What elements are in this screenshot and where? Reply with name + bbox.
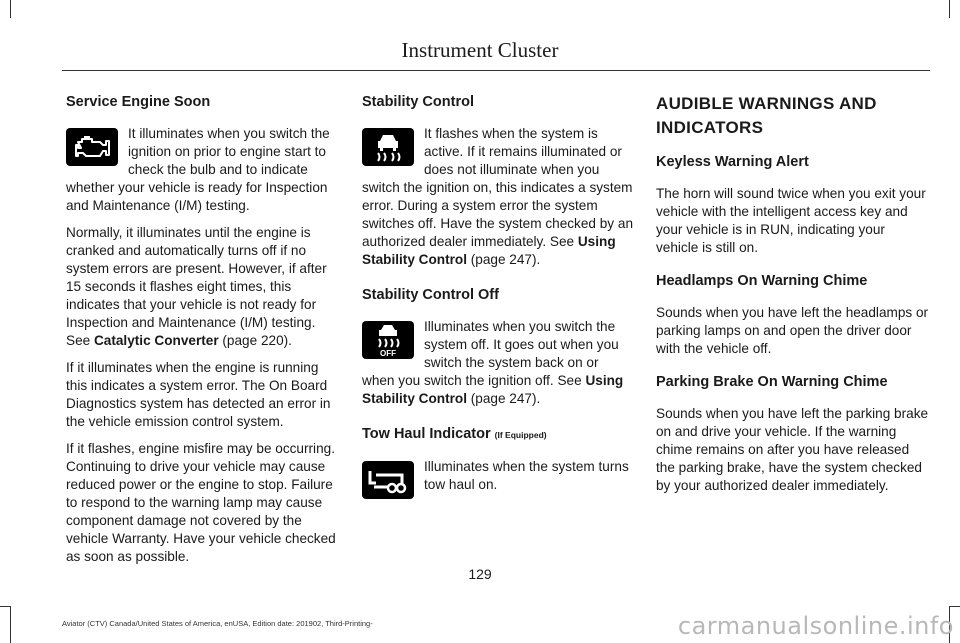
service-engine-p2-page: (page 220). bbox=[218, 333, 292, 348]
service-engine-p3: If it illuminates when the engine is running this indicates a system error. The On Board Diagnostics system has detected an error in the vehicle emission control system. bbox=[66, 360, 331, 429]
stability-control-off-body: Illuminates when you switch the system off. It goes out when you switch the system back on or when you switch the ignition off. See bbox=[362, 319, 619, 388]
page-number: 129 bbox=[468, 566, 492, 582]
tow-haul-heading-note: (If Equipped) bbox=[494, 430, 547, 440]
tow-haul-section bbox=[362, 424, 634, 494]
stability-control-body: It flashes when the system is active. If it remains illuminated or does not illuminate when you switch the ignition on, this indicates a system error. During a system error the system switches off. Have the system checked by an authorized dealer immediately. See bbox=[362, 126, 633, 249]
parking-brake-heading: Parking Brake On Warning Chime bbox=[656, 374, 888, 390]
service-engine-p2 bbox=[66, 224, 336, 350]
page-title: Instrument Cluster bbox=[401, 38, 559, 62]
keyless-heading: Keyless Warning Alert bbox=[656, 154, 809, 170]
crop-mark-bottom-left-v bbox=[10, 606, 11, 643]
tow-haul-text: Illuminates when the system turns tow haul on. bbox=[424, 459, 629, 492]
tow-haul-icon bbox=[362, 461, 414, 499]
stability-control-icon bbox=[362, 128, 414, 166]
stability-control-off-heading: Stability Control Off bbox=[362, 287, 499, 303]
catalytic-converter-link[interactable]: Catalytic Converter bbox=[93, 333, 219, 348]
service-engine-p2-text: Normally, it illuminates until the engine is cranked and automatically turns off if no system errors are present. However, if after 15 seconds it flashes eight times, this indicates that your vehicle is not ready for Inspection and Maintenance (I/M) testing. See bbox=[66, 225, 327, 348]
crop-mark-top-right-v bbox=[949, 0, 950, 18]
crop-mark-bottom-right-h bbox=[949, 606, 960, 607]
crop-mark-top-left-v bbox=[10, 0, 11, 18]
edition-footer: Aviator (CTV) Canada/United States of America, enUSA, Edition date: 201902, Third-Printing- bbox=[62, 619, 373, 628]
off-label: OFF bbox=[380, 349, 396, 357]
column-audible-warnings bbox=[656, 92, 930, 504]
watermark: carmanualsonline.info bbox=[677, 612, 954, 640]
headlamps-text: Sounds when you have left the headlamps or parking lamps on and open the driver door with the vehicle off. bbox=[656, 305, 929, 356]
service-engine-p1: It illuminates when you switch the ignition on prior to engine start to check the bulb and to indicate whether your vehicle is ready for Inspection and Maintenance (I/M) testing. bbox=[66, 126, 330, 213]
tow-haul-heading bbox=[362, 424, 634, 445]
service-engine-p4: If it flashes, engine misfire may be occurring. Continuing to drive your vehicle may cause reduced power or the engine to stop. Failure to respond to the warning lamp may cause component damage not covered by the vehicle Warranty. Have your vehicle checked as soon as possible. bbox=[66, 441, 336, 564]
stability-control-heading: Stability Control bbox=[362, 94, 474, 110]
audible-warnings-title-line2: INDICATORS bbox=[656, 118, 764, 137]
headlamps-heading: Headlamps On Warning Chime bbox=[656, 273, 868, 289]
header-rule bbox=[62, 70, 930, 71]
audible-warnings-title bbox=[656, 92, 930, 140]
parking-brake-text: Sounds when you have left the parking brake on and drive your vehicle. If the warning chime remains on after you have released the parking brake, have the system checked by your authorized dealer immediately. bbox=[656, 406, 929, 493]
audible-warnings-title-line1: AUDIBLE WARNINGS AND bbox=[656, 94, 877, 113]
stability-control-page: (page 247). bbox=[466, 252, 541, 267]
using-stability-control-link-2[interactable]: Using Stability Control bbox=[362, 373, 624, 406]
stability-control-off-icon bbox=[362, 321, 414, 359]
keyless-text: The horn will sound twice when you exit your vehicle with the intelligent access key and your vehicle is in RUN, indicating your vehicle is still on. bbox=[656, 186, 926, 255]
tow-haul-heading-text: Tow Haul Indicator bbox=[362, 426, 491, 442]
stability-control-section bbox=[362, 92, 634, 269]
crop-mark-bottom-left-h bbox=[0, 606, 11, 607]
column-stability bbox=[362, 92, 634, 503]
using-stability-control-link[interactable]: Using Stability Control bbox=[362, 234, 616, 267]
check-engine-icon bbox=[66, 128, 118, 166]
column-service-engine bbox=[66, 92, 336, 575]
stability-control-off-section bbox=[362, 285, 634, 408]
stability-control-off-page: (page 247). bbox=[466, 391, 541, 406]
service-engine-heading: Service Engine Soon bbox=[66, 94, 211, 110]
